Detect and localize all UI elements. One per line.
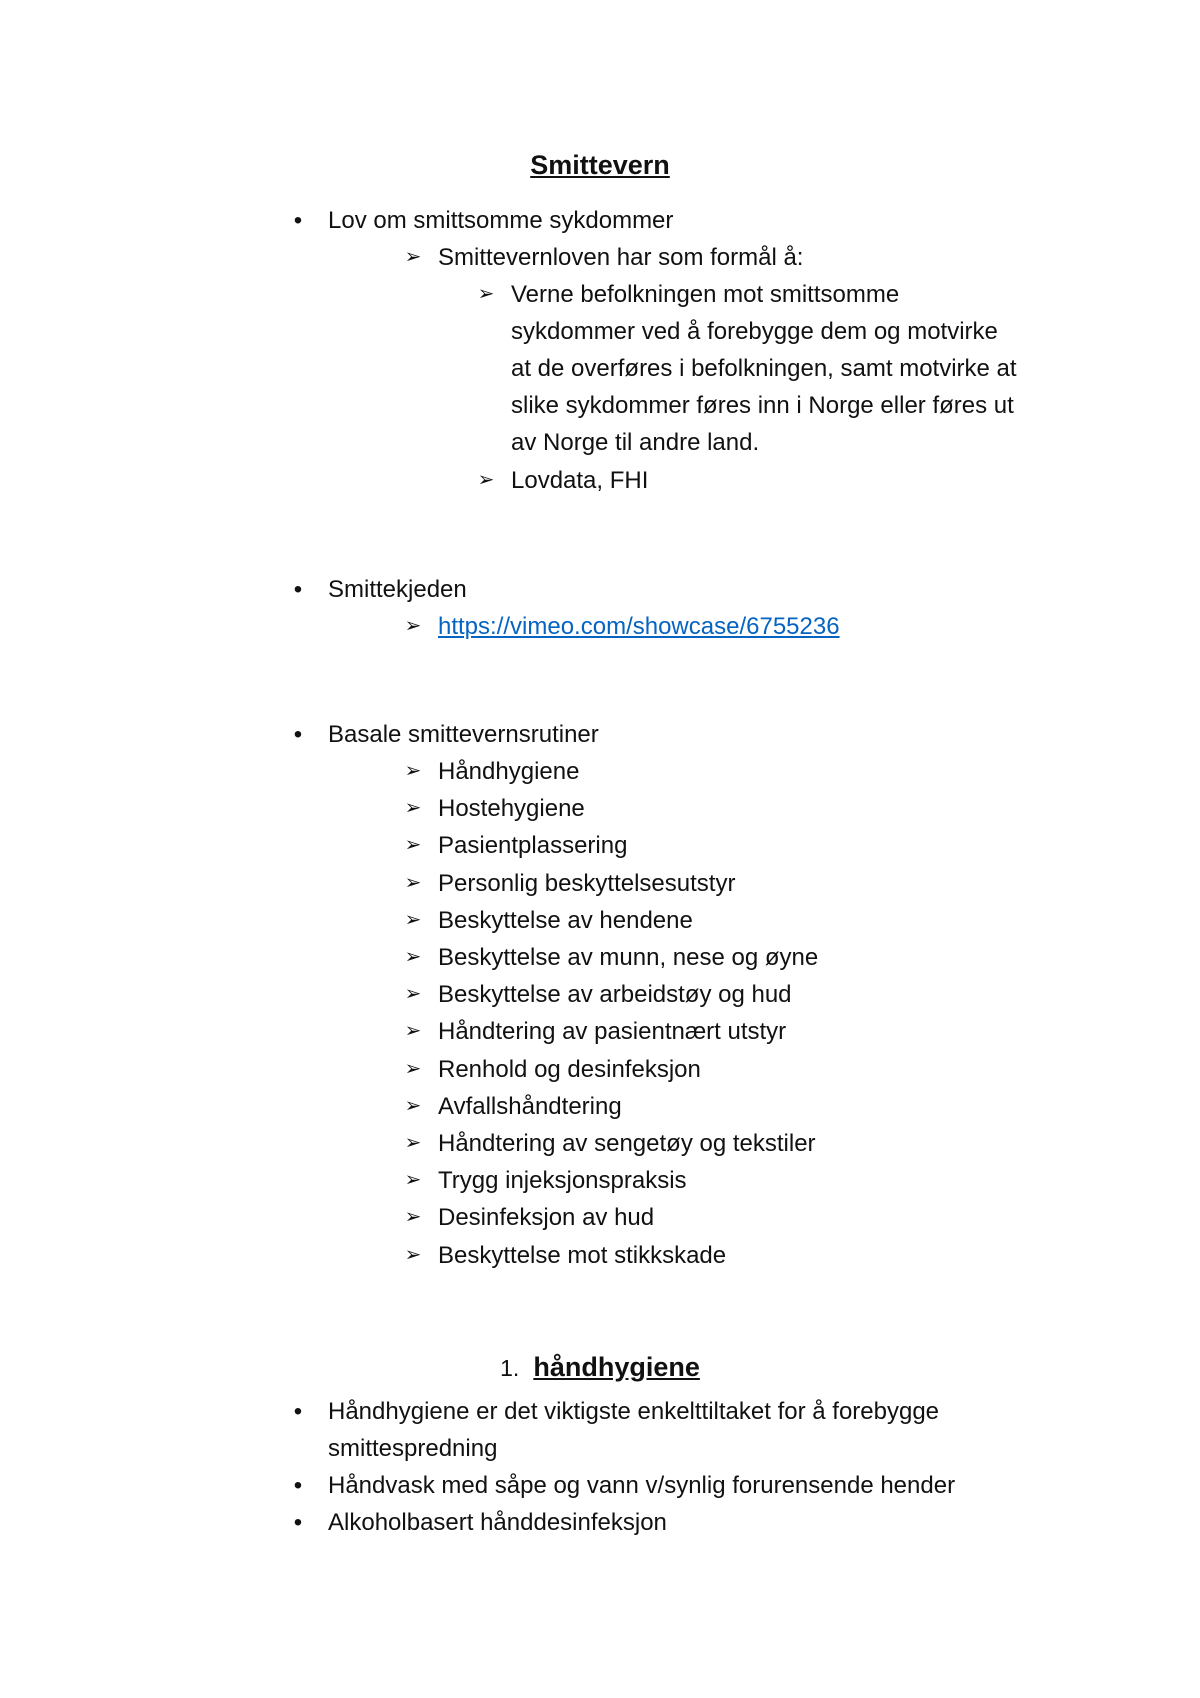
arrow-bullet-icon: ➢ xyxy=(404,760,422,782)
sub-item-link xyxy=(404,608,840,645)
bullet-item-label: Basale smittevernsrutiner xyxy=(328,721,599,748)
arrow-bullet-icon: ➢ xyxy=(477,469,495,491)
routine-label: Avfallshåndtering xyxy=(438,1093,622,1120)
arrow-bullet-icon: ➢ xyxy=(404,1169,422,1191)
routine-list-item xyxy=(404,1199,655,1236)
bullet-item-label: Håndhygiene er det viktigste enkelttiltaket for å forebygge xyxy=(328,1398,940,1425)
paragraph-line: slike sykdommer føres inn i Norge eller føres ut xyxy=(511,392,1014,419)
routine-list-item xyxy=(404,1013,787,1050)
routine-list-item xyxy=(404,1125,816,1162)
routine-list-item xyxy=(404,1088,622,1125)
arrow-bullet-icon: ➢ xyxy=(404,1206,422,1228)
page-title: Smittevern xyxy=(530,150,670,180)
bullet-icon: • xyxy=(293,721,303,748)
vimeo-link[interactable]: https://vimeo.com/showcase/6755236 xyxy=(438,613,840,640)
arrow-bullet-icon: ➢ xyxy=(404,909,422,931)
arrow-bullet-icon: ➢ xyxy=(404,1132,422,1154)
bullet-item-alcohol-disinfection xyxy=(293,1504,667,1541)
section-number: 1. xyxy=(500,1355,520,1381)
bullet-item-label: Håndvask med såpe og vann v/synlig forurensende hender xyxy=(328,1472,956,1499)
arrow-bullet-icon: ➢ xyxy=(404,615,422,637)
routine-list-item xyxy=(404,1051,701,1088)
arrow-bullet-icon: ➢ xyxy=(404,834,422,856)
bullet-item-label: Smittekjeden xyxy=(328,576,467,603)
bullet-item-continuation: smittespredning xyxy=(328,1435,498,1462)
bullet-item-hand-hygiene-importance xyxy=(293,1393,940,1430)
sub-sub-item-purpose-text xyxy=(477,276,900,313)
routine-label: Beskyttelse av arbeidstøy og hud xyxy=(438,981,792,1008)
routine-list-item xyxy=(404,865,736,902)
routine-label: Trygg injeksjonspraksis xyxy=(438,1167,687,1194)
routine-label: Desinfeksjon av hud xyxy=(438,1204,655,1231)
arrow-bullet-icon: ➢ xyxy=(404,946,422,968)
paragraph-line: av Norge til andre land. xyxy=(511,429,760,456)
sub-sub-item-source xyxy=(477,462,649,499)
bullet-item-label: Alkoholbasert hånddesinfeksjon xyxy=(328,1509,667,1536)
paragraph-line: Verne befolkningen mot smittsomme xyxy=(511,281,900,308)
routine-label: Beskyttelse av munn, nese og øyne xyxy=(438,944,819,971)
routine-list-item xyxy=(404,976,792,1013)
routine-label: Pasientplassering xyxy=(438,832,628,859)
routine-list-item xyxy=(404,1237,727,1274)
arrow-bullet-icon: ➢ xyxy=(404,797,422,819)
bullet-icon: • xyxy=(293,1509,303,1536)
paragraph-line: at de overføres i befolkningen, samt motvirke at xyxy=(511,355,1017,382)
arrow-bullet-icon: ➢ xyxy=(404,983,422,1005)
routine-label: Hostehygiene xyxy=(438,795,585,822)
routine-label: Beskyttelse mot stikkskade xyxy=(438,1242,727,1269)
sub-item-label: Smittevernloven har som formål å: xyxy=(438,244,804,271)
section-title: håndhygiene xyxy=(533,1352,700,1382)
routine-label: Beskyttelse av hendene xyxy=(438,907,693,934)
routine-label: Håndtering av pasientnært utstyr xyxy=(438,1018,787,1045)
arrow-bullet-icon: ➢ xyxy=(404,1058,422,1080)
routine-label: Personlig beskyttelsesutstyr xyxy=(438,870,736,897)
arrow-bullet-icon: ➢ xyxy=(404,1244,422,1266)
bullet-item-law xyxy=(293,202,674,239)
routine-label: Renhold og desinfeksjon xyxy=(438,1056,701,1083)
bullet-icon: • xyxy=(293,1472,303,1499)
bullet-icon: • xyxy=(293,207,303,234)
arrow-bullet-icon: ➢ xyxy=(477,283,495,305)
paragraph-line: sykdommer ved å forebygge dem og motvirke xyxy=(511,318,998,345)
source-label: Lovdata, FHI xyxy=(511,467,649,494)
section-heading xyxy=(0,1349,1200,1386)
arrow-bullet-icon: ➢ xyxy=(404,1095,422,1117)
routine-list-item xyxy=(404,902,693,939)
routine-list-item xyxy=(404,1162,687,1199)
routine-list-item xyxy=(404,827,628,864)
routine-list-item xyxy=(404,753,580,790)
arrow-bullet-icon: ➢ xyxy=(404,1020,422,1042)
routine-label: Håndtering av sengetøy og tekstiler xyxy=(438,1130,816,1157)
sub-item-law-purpose xyxy=(404,239,804,276)
bullet-item-label: Lov om smittsomme sykdommer xyxy=(328,207,674,234)
arrow-bullet-icon: ➢ xyxy=(404,872,422,894)
bullet-icon: • xyxy=(293,576,303,603)
routine-list-item xyxy=(404,790,585,827)
bullet-item-handwash xyxy=(293,1467,956,1504)
bullet-item-smittekjeden xyxy=(293,571,467,608)
routine-list-item xyxy=(404,939,819,976)
arrow-bullet-icon: ➢ xyxy=(404,246,422,268)
routine-label: Håndhygiene xyxy=(438,758,580,785)
bullet-icon: • xyxy=(293,1398,303,1425)
bullet-item-routines xyxy=(293,716,599,753)
